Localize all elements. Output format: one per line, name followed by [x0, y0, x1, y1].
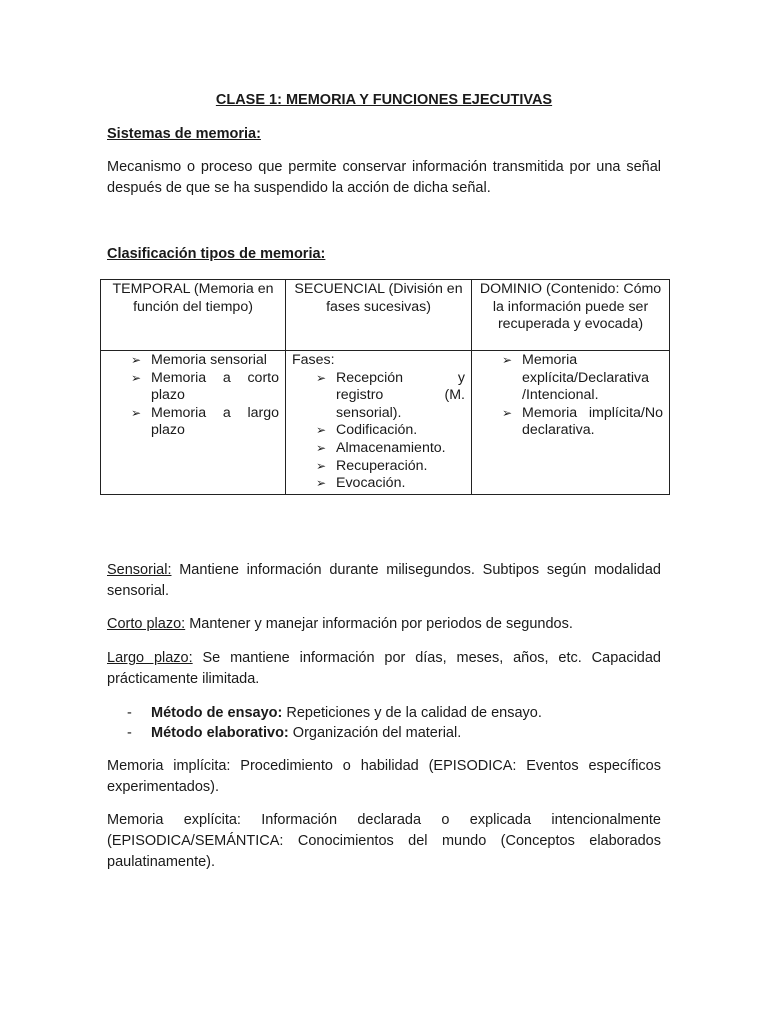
definition-corto-plazo: [107, 614, 661, 635]
header-dominio: DOMINIO (Contenido: Cómo la información puede ser recuperada y evocada): [472, 280, 670, 351]
method-text: Repeticiones y de la calidad de ensayo.: [282, 705, 542, 721]
dash-bullet: -: [127, 705, 132, 721]
list-item: ➢ Memoria sensorial: [131, 352, 279, 370]
list-item: ➢ Evocación.: [316, 475, 465, 493]
page-title: CLASE 1: MEMORIA Y FUNCIONES EJECUTIVAS: [215, 92, 553, 108]
method-name: Método elaborativo:: [151, 725, 289, 741]
method-name: Método de ensayo:: [151, 705, 283, 721]
definition-largo-plazo: [107, 648, 661, 690]
method-text: Organización del material.: [288, 725, 462, 741]
header-temporal: TEMPORAL (Memoria en función del tiempo): [101, 280, 286, 351]
list-item: [127, 703, 542, 723]
table-header-row: [101, 280, 670, 351]
list-item: [127, 723, 542, 743]
term-largo-plazo: Largo plazo:: [107, 650, 193, 666]
list-item: ➢ Memoria implícita/No declarativa.: [502, 405, 663, 440]
text-sensorial: Mantiene información durante milisegundos. Subtipos según modalidad sensorial.: [107, 562, 661, 599]
cell-temporal: [101, 351, 286, 495]
list-item: ➢ Recuperación.: [316, 458, 465, 476]
list-item: ➢ Memoria a corto plazo: [131, 370, 279, 405]
cell-secuencial: [286, 351, 472, 495]
paragraph-memoria-implicita: Memoria implícita: Procedimiento o habilidad (EPISODICA: Eventos específicos experimentados).: [107, 758, 661, 795]
term-corto-plazo: Corto plazo:: [107, 616, 186, 632]
header-secuencial: SECUENCIAL (División en fases sucesivas): [286, 280, 472, 351]
list-item: ➢ Codificación.: [316, 422, 465, 440]
term-sensorial: Sensorial:: [107, 562, 172, 578]
section-heading-sistemas: Sistemas de memoria:: [107, 126, 261, 142]
paragraph-memoria-explicita: Memoria explícita: Información declarada o explicada intencionalmente (EPISODICA/SEMÁNTICA: Conocimientos del mundo (Conceptos elaborados paulatinamente).: [107, 812, 661, 870]
list-item: ➢ Memoria a largo plazo: [131, 405, 279, 440]
list-item: ➢ Recepción y registro (M. sensorial).: [316, 370, 465, 423]
text-corto-plazo: Mantener y manejar información por periodos de segundos.: [185, 616, 573, 632]
list-item: ➢ Memoria explícita/Declarativa /Intencional.: [502, 352, 663, 405]
cell-dominio: [472, 351, 670, 495]
text-largo-plazo: Se mantiene información por días, meses, años, etc. Capacidad prácticamente ilimitada.: [107, 650, 661, 687]
methods-list: [127, 703, 542, 743]
dash-bullet: -: [127, 725, 132, 741]
list-item: ➢ Almacenamiento.: [316, 440, 465, 458]
definition-sensorial: [107, 560, 661, 602]
table-body-row: [101, 351, 670, 495]
section-heading-clasificacion: Clasificación tipos de memoria:: [107, 246, 326, 262]
fases-label: Fases:: [292, 352, 335, 368]
paragraph-sistemas: Mecanismo o proceso que permite conservar información transmitida por una señal después de que se ha suspendido la acción de dicha señal.: [107, 159, 661, 196]
classification-table: [100, 279, 670, 495]
